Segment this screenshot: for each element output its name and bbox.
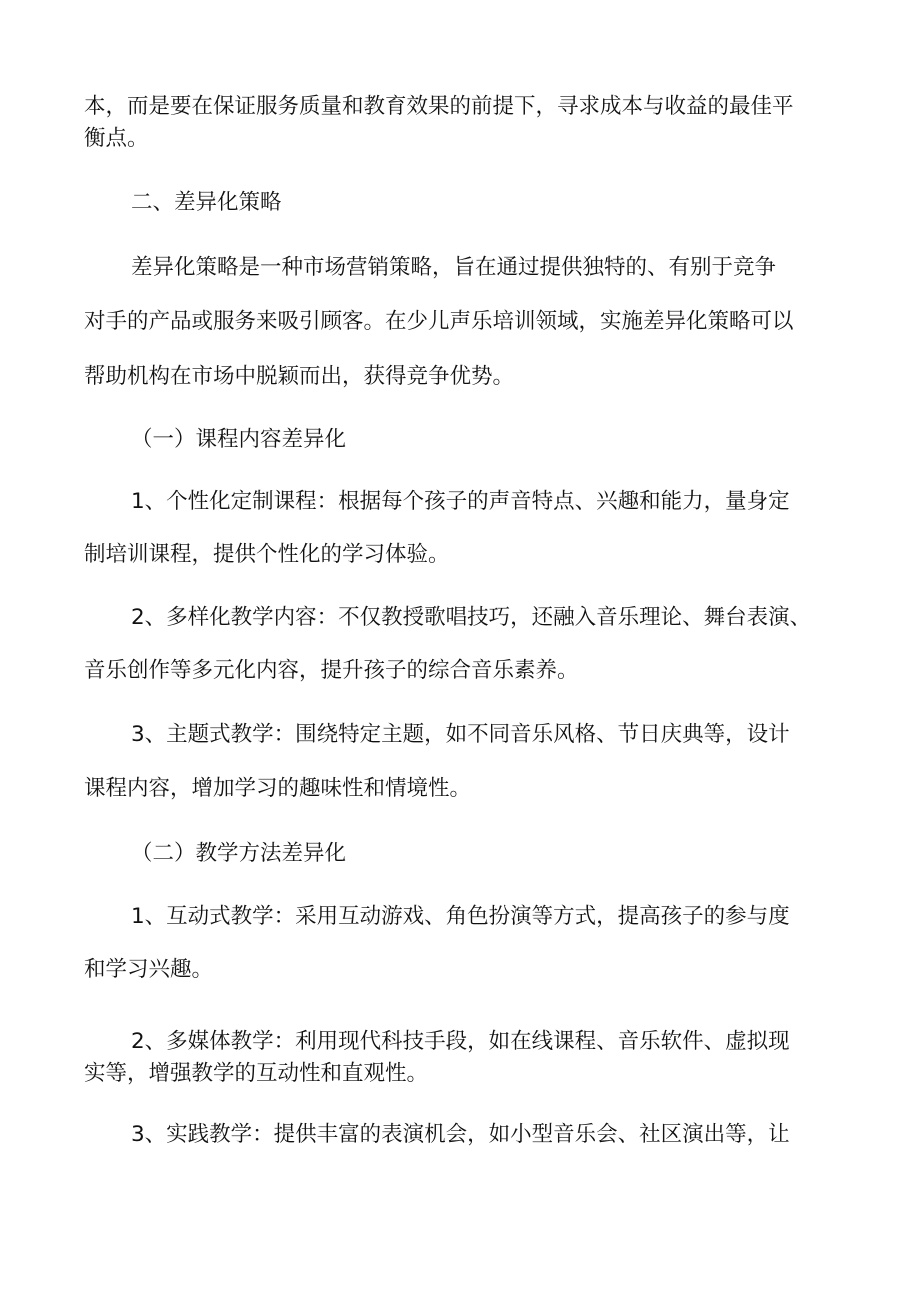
list-item-1-2-line-2: 音乐创作等多元化内容，提升孩子的综合音乐素养。: [84, 658, 579, 683]
paragraph-section2-line-1: 差异化策略是一种市场营销策略，旨在通过提供独特的、有别于竞争: [131, 255, 777, 280]
paragraph-intro-line-2: 衡点。: [84, 126, 149, 151]
list-item-1-1-line-1: 1、个性化定制课程：根据每个孩子的声音特点、兴趣和能力，量身定: [131, 489, 790, 514]
list-item-2-2-line-2: 实等，增强教学的互动性和直观性。: [84, 1061, 429, 1086]
list-item-1-2-line-1: 2、多样化教学内容：不仅教授歌唱技巧，还融入音乐理论、舞台表演、: [131, 605, 812, 630]
list-item-2-2-line-1: 2、多媒体教学：利用现代科技手段，如在线课程、音乐软件、虚拟现: [131, 1029, 790, 1054]
list-item-1-3-line-1: 3、主题式教学：围绕特定主题，如不同音乐风格、节日庆典等，设计: [131, 722, 790, 747]
list-item-1-3-line-2: 课程内容，增加学习的趣味性和情境性。: [84, 776, 472, 801]
list-item-2-1-line-2: 和学习兴趣。: [84, 957, 214, 982]
paragraph-section2-line-3: 帮助机构在市场中脱颖而出，获得竞争优势。: [84, 364, 515, 389]
paragraph-section2-line-2: 对手的产品或服务来吸引顾客。在少儿声乐培训领域，实施差异化策略可以: [84, 309, 794, 334]
subsection-heading-teaching-method: （二）教学方法差异化: [131, 841, 347, 866]
section-heading-differentiation: 二、差异化策略: [131, 190, 282, 215]
subsection-heading-course-content: （一）课程内容差异化: [131, 427, 347, 452]
list-item-2-1-line-1: 1、互动式教学：采用互动游戏、角色扮演等方式，提高孩子的参与度: [131, 904, 790, 929]
list-item-2-3-line-1: 3、实践教学：提供丰富的表演机会，如小型音乐会、社区演出等，让: [131, 1122, 790, 1147]
paragraph-intro-line-1: 本，而是要在保证服务质量和教育效果的前提下，寻求成本与收益的最佳平: [84, 94, 794, 119]
list-item-1-1-line-2: 制培训课程，提供个性化的学习体验。: [84, 542, 450, 567]
